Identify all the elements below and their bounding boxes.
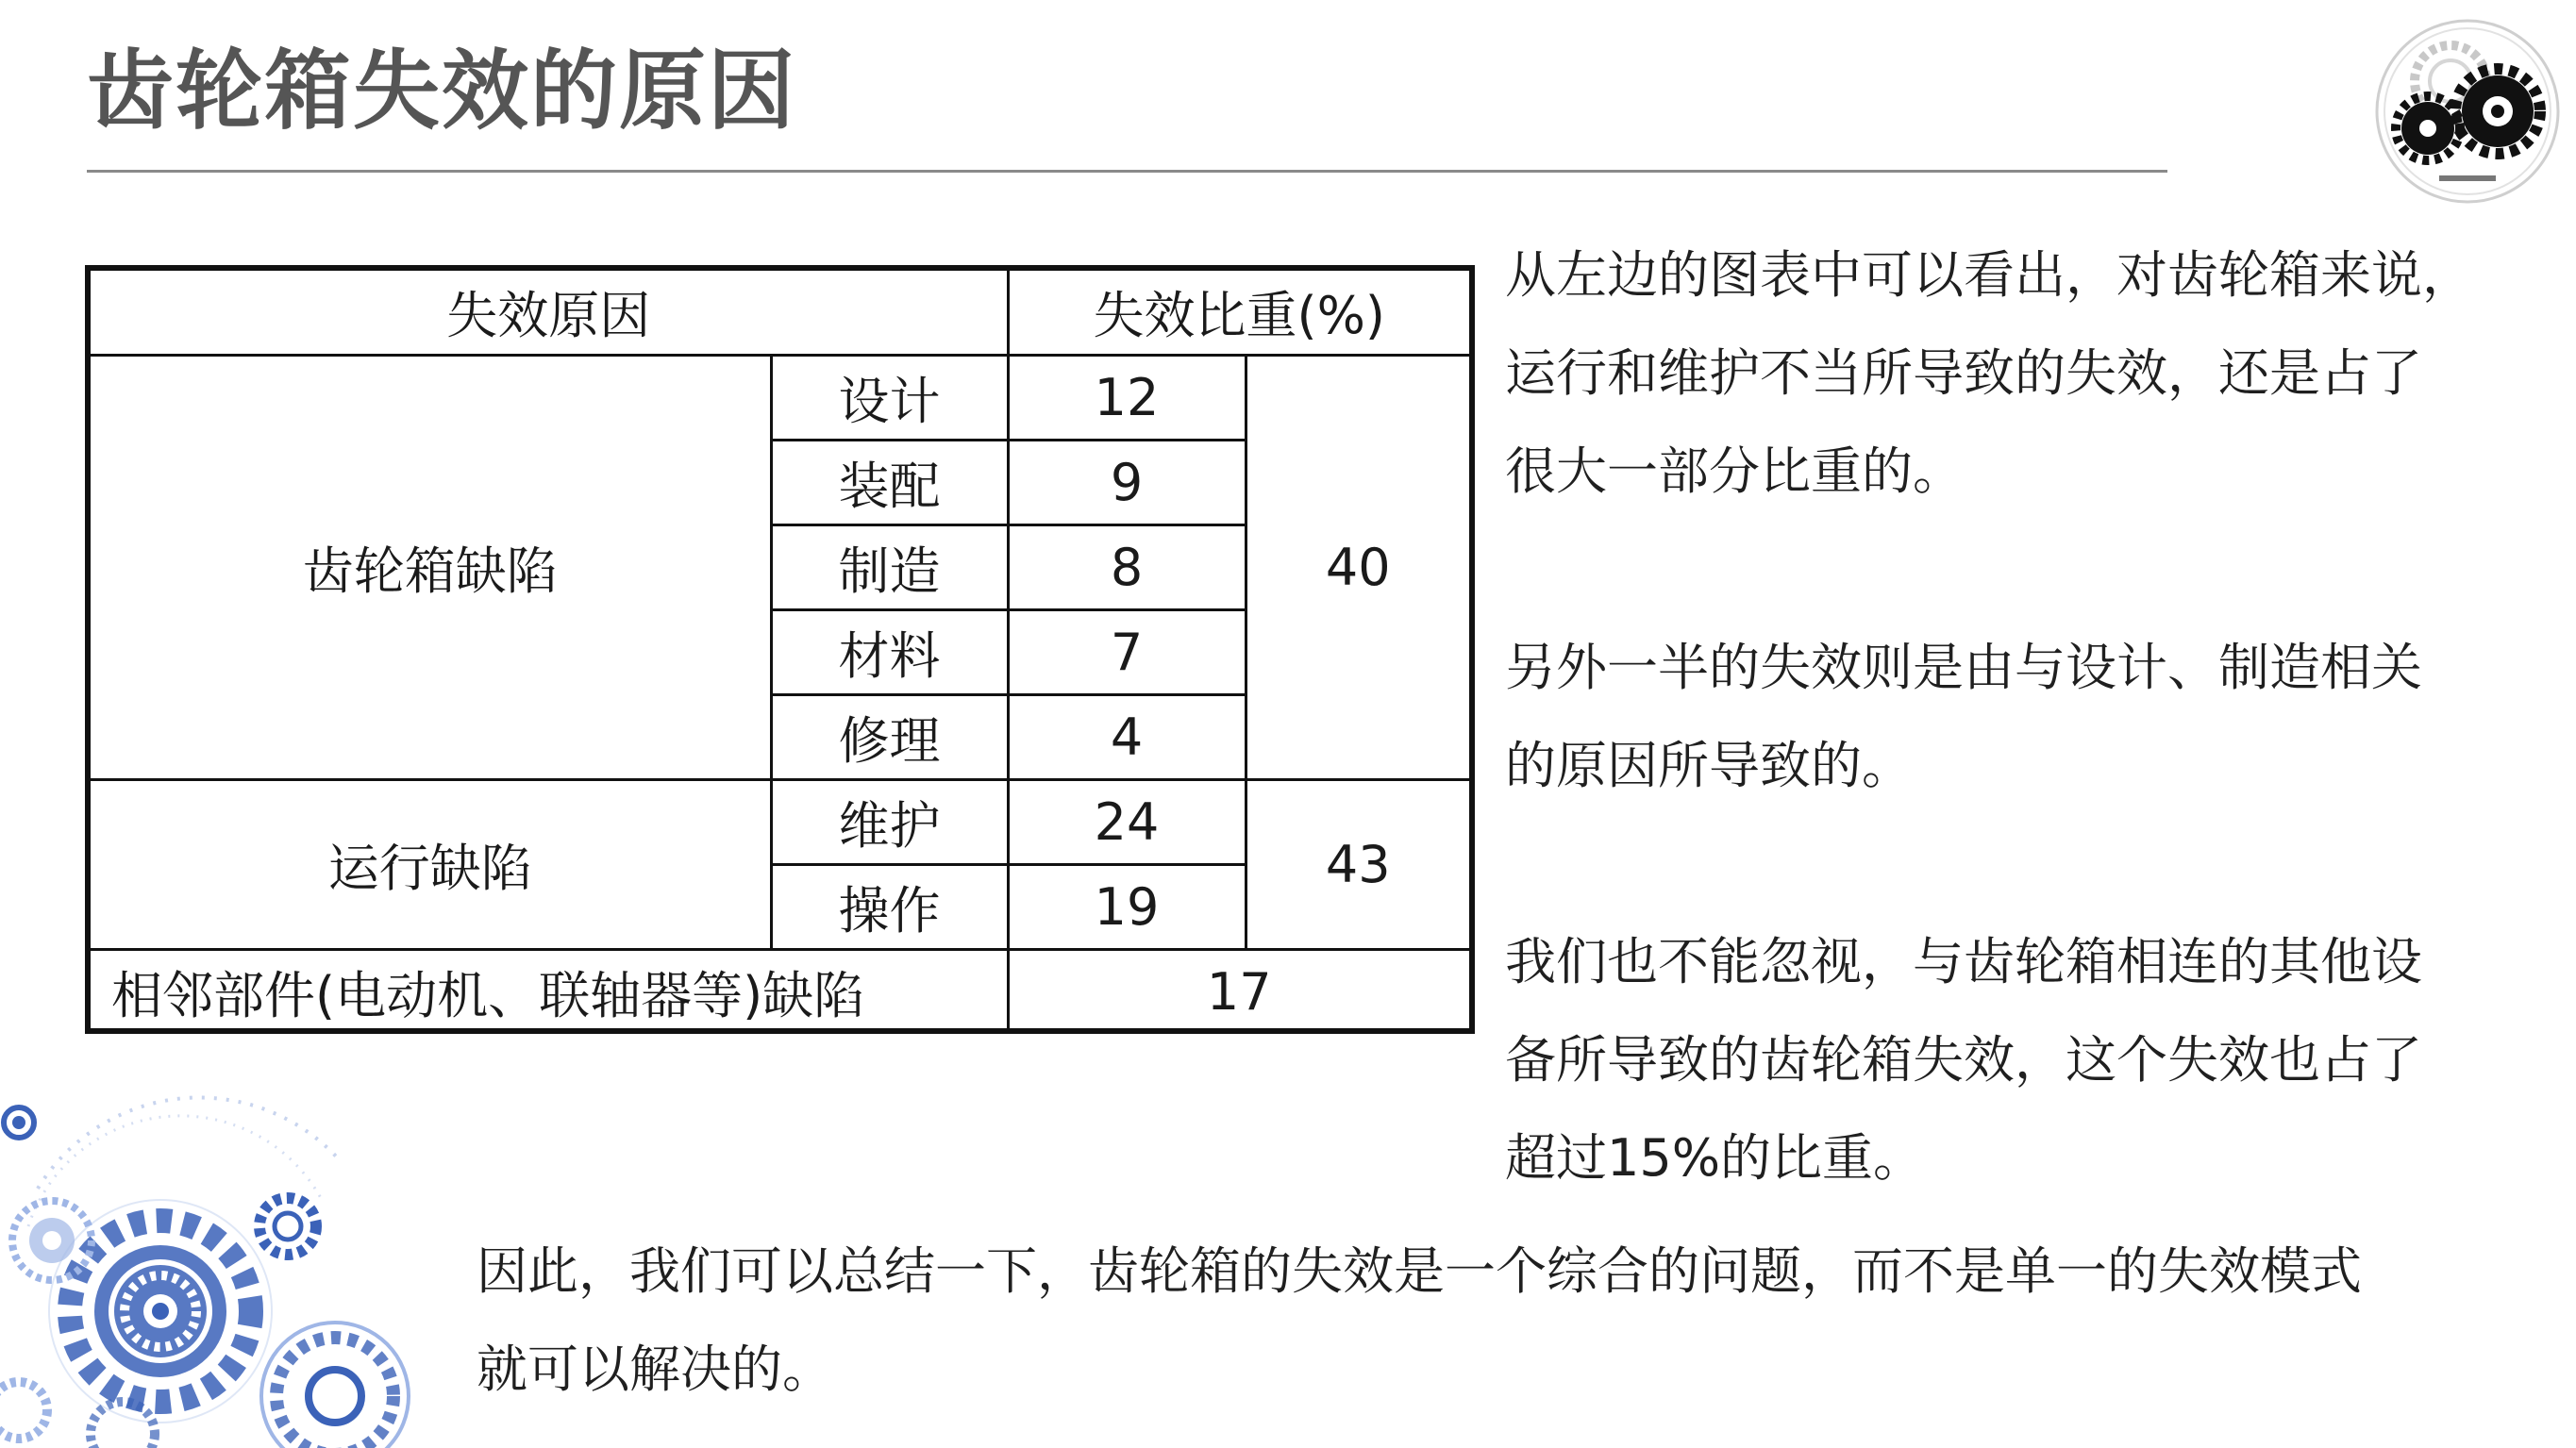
item-value: 12 <box>1008 355 1246 440</box>
explanation-text <box>1505 226 2543 1207</box>
paragraph-2 <box>1505 619 2543 815</box>
item-value: 9 <box>1008 440 1246 524</box>
operation-defect-total: 43 <box>1246 779 1469 949</box>
paragraph-3 <box>1505 913 2543 1207</box>
text-line: 运行和维护不当所导致的失效，还是占了 <box>1505 343 2422 403</box>
item-name: 操作 <box>771 864 1008 949</box>
table-row <box>91 779 1469 864</box>
table-row <box>91 355 1469 440</box>
item-value: 8 <box>1008 524 1246 609</box>
text-line: 的原因所导致的。 <box>1505 736 1913 795</box>
text-line: 很大一部分比重的。 <box>1505 441 1964 501</box>
title-divider <box>87 170 2167 173</box>
gearbox-defect-label: 齿轮箱缺陷 <box>91 355 771 779</box>
table-row <box>91 949 1469 1034</box>
item-value: 19 <box>1008 864 1246 949</box>
header-ratio: 失效比重(%) <box>1008 271 1469 355</box>
adjacent-defect-value: 17 <box>1008 949 1469 1034</box>
item-name: 装配 <box>771 440 1008 524</box>
text-line: 超过15%的比重。 <box>1505 1128 1925 1188</box>
item-value: 7 <box>1008 609 1246 694</box>
gearbox-defect-total: 40 <box>1246 355 1469 779</box>
header-cause: 失效原因 <box>91 271 1008 355</box>
item-name: 修理 <box>771 694 1008 779</box>
text-line: 因此，我们可以总结一下，齿轮箱的失效是一个综合的问题，而不是单一的失效模式 <box>477 1241 2362 1301</box>
gears-logo-icon <box>2373 17 2562 206</box>
slide-title: 齿轮箱失效的原因 <box>87 41 797 141</box>
item-name: 设计 <box>771 355 1008 440</box>
text-line: 我们也不能忽视，与齿轮箱相连的其他设 <box>1505 932 2422 991</box>
operation-defect-label: 运行缺陷 <box>91 779 771 949</box>
text-line: 从左边的图表中可以看出，对齿轮箱来说， <box>1505 245 2473 305</box>
item-name: 维护 <box>771 779 1008 864</box>
item-name: 制造 <box>771 524 1008 609</box>
text-line: 就可以解决的。 <box>477 1340 833 1399</box>
text-line: 另外一半的失效则是由与设计、制造相关 <box>1505 638 2422 697</box>
paragraph-1 <box>1505 226 2543 521</box>
item-value: 4 <box>1008 694 1246 779</box>
text-line: 备所导致的齿轮箱失效，这个失效也占了 <box>1505 1030 2422 1090</box>
table-header-row <box>91 271 1469 355</box>
failure-cause-table <box>85 265 1475 1034</box>
conclusion-text <box>477 1223 2505 1419</box>
adjacent-defect-label: 相邻部件(电动机、联轴器等)缺陷 <box>91 949 1008 1034</box>
gears-decoration-icon <box>0 1085 443 1448</box>
item-name: 材料 <box>771 609 1008 694</box>
item-value: 24 <box>1008 779 1246 864</box>
